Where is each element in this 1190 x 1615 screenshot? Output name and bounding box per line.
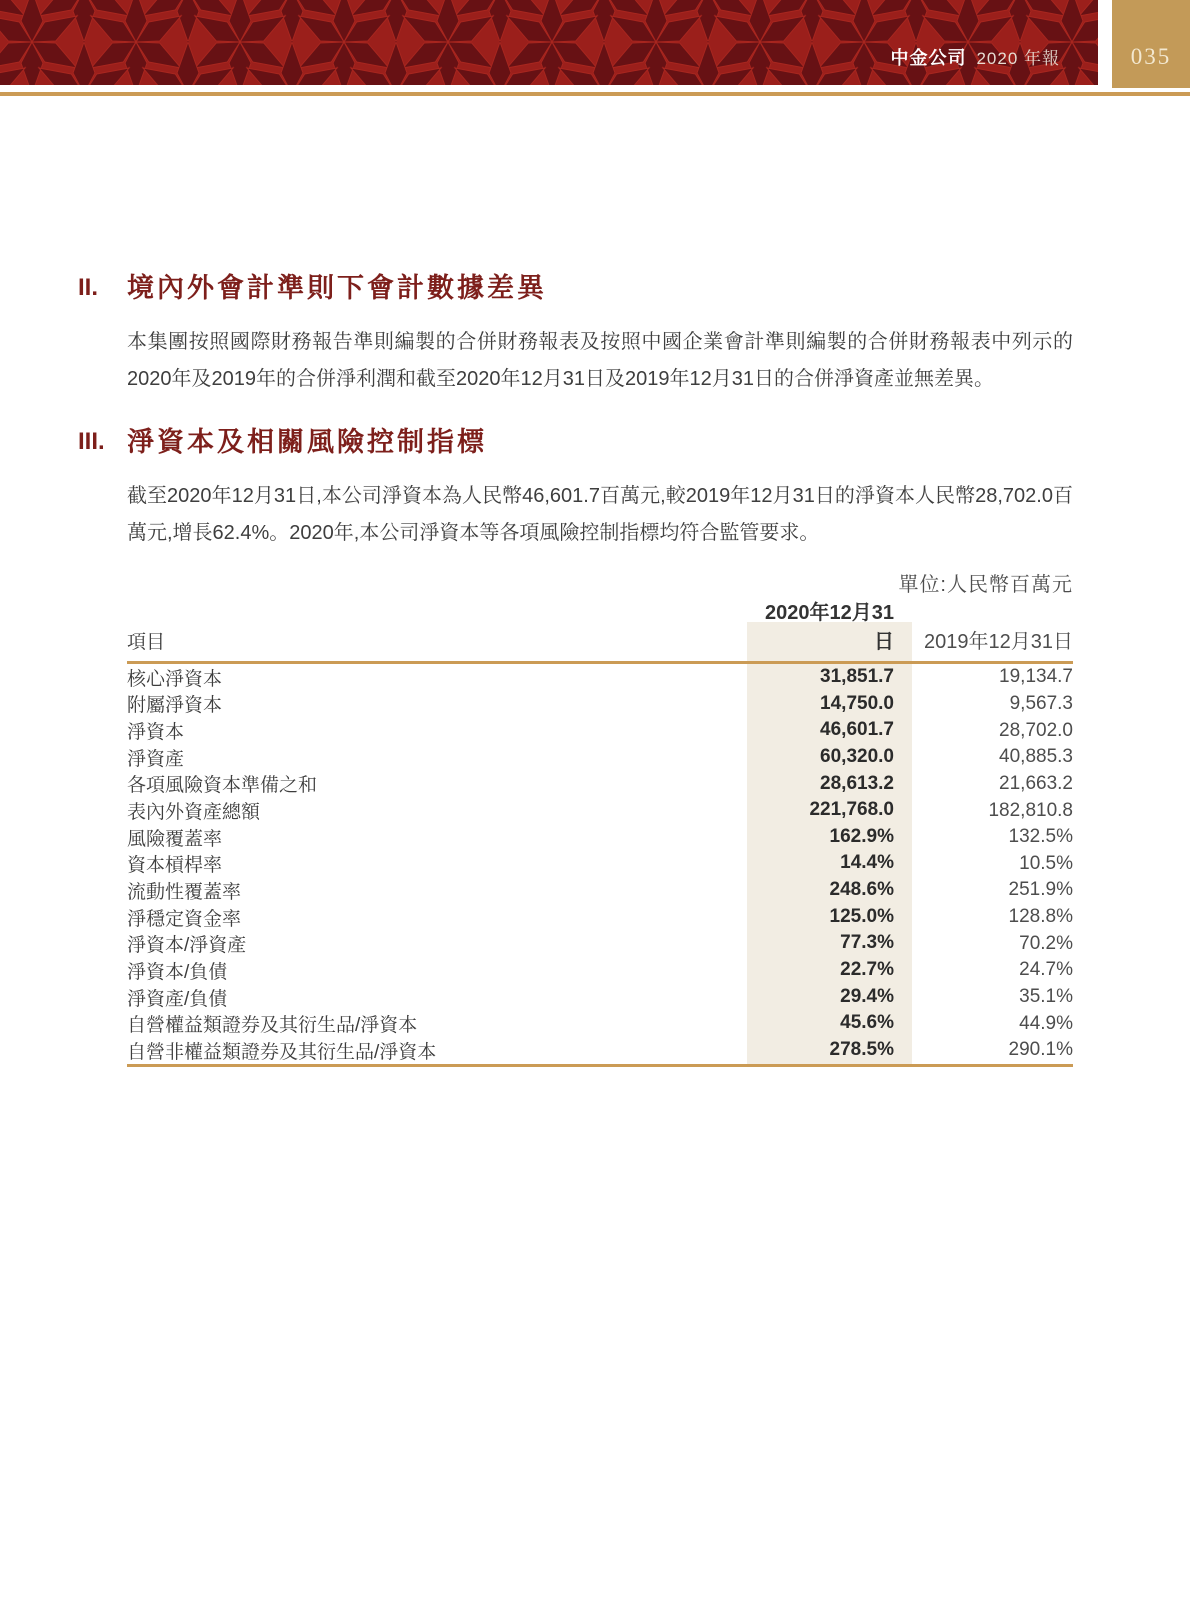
page-number: 035	[1130, 44, 1172, 69]
financial-table	[127, 602, 1073, 1067]
row-value-2020: 22.7%	[747, 957, 912, 984]
table-row	[127, 691, 1073, 718]
page-number-box	[1112, 0, 1190, 88]
row-value-2020: 125.0%	[747, 904, 912, 931]
row-label: 資本槓桿率	[127, 855, 223, 877]
row-label: 自營權益類證券及其衍生品/淨資本	[127, 1015, 418, 1037]
row-value-2020: 278.5%	[747, 1037, 912, 1064]
row-value-2020: 28,613.2	[747, 771, 912, 798]
row-value-2020: 29.4%	[747, 984, 912, 1011]
table-row	[127, 850, 1073, 877]
row-label: 各項風險資本準備之和	[127, 775, 318, 797]
row-label: 淨資產/負債	[127, 988, 228, 1010]
table-header-row	[127, 602, 1073, 664]
column-header-2020: 2020年12月31日	[747, 622, 912, 661]
row-value-2019: 44.9%	[1019, 1012, 1073, 1034]
table-row	[127, 717, 1073, 744]
row-value-2019: 182,810.8	[988, 799, 1073, 821]
row-label: 淨資產	[127, 748, 185, 770]
row-label: 表內外資產總額	[127, 802, 261, 824]
row-label: 自營非權益類證券及其衍生品/淨資本	[127, 1041, 437, 1063]
brand-name: 中金公司	[890, 48, 967, 68]
table-row	[127, 1037, 1073, 1064]
row-label: 流動性覆蓋率	[127, 881, 242, 903]
table-row	[127, 877, 1073, 904]
section-body: 本集團按照國際財務報告準則編製的合併財務報表及按照中國企業會計準則編製的合併財務報表中列示的2020年及2019年的合併淨利潤和截至2020年12月31日及2019年12月31日的合併淨資產並無差異。	[127, 331, 1073, 390]
column-header-2019: 2019年12月31日	[924, 631, 1073, 653]
row-value-2019: 28,702.0	[999, 719, 1073, 741]
table-row	[127, 984, 1073, 1011]
table-body	[127, 664, 1073, 1064]
row-value-2020: 46,601.7	[747, 717, 912, 744]
row-label: 附屬淨資本	[127, 695, 223, 717]
table-row	[127, 824, 1073, 851]
section-title: 境內外會計準則下會計數據差異	[127, 273, 547, 303]
table-row	[127, 930, 1073, 957]
row-value-2019: 35.1%	[1019, 986, 1073, 1007]
row-value-2020: 31,851.7	[747, 664, 912, 691]
row-value-2020: 77.3%	[747, 930, 912, 957]
row-label: 淨資本/負債	[127, 961, 228, 983]
row-value-2020: 14,750.0	[747, 691, 912, 718]
row-label: 風險覆蓋率	[127, 828, 223, 850]
column-header-item: 項目	[127, 632, 166, 653]
table-row	[127, 744, 1073, 771]
section-number: III.	[78, 428, 105, 455]
table-row	[127, 797, 1073, 824]
report-edition: 2020 年報	[976, 49, 1060, 68]
row-value-2019: 40,885.3	[999, 746, 1073, 768]
table-row	[127, 1010, 1073, 1037]
section-body: 截至2020年12月31日,本公司淨資本為人民幣46,601.7百萬元,較2019年12月31日的淨資本人民幣28,702.0百萬元,增長62.4%。2020年,本公司淨資本等各項風險控制指標均符合監管要求。	[127, 485, 1073, 544]
row-value-2019: 21,663.2	[999, 772, 1073, 794]
row-value-2019: 70.2%	[1019, 932, 1073, 954]
row-value-2019: 290.1%	[1008, 1039, 1073, 1061]
row-value-2019: 19,134.7	[999, 666, 1073, 688]
table-row	[127, 904, 1073, 931]
table-row	[127, 771, 1073, 798]
row-value-2019: 24.7%	[1019, 959, 1073, 981]
table-row	[127, 957, 1073, 984]
row-value-2020: 162.9%	[747, 824, 912, 851]
row-value-2020: 45.6%	[747, 1010, 912, 1037]
section-net-capital	[78, 424, 1073, 552]
section-number: II.	[78, 274, 99, 301]
row-label: 淨穩定資金率	[127, 908, 242, 930]
row-label: 核心淨資本	[127, 668, 223, 690]
row-value-2019: 128.8%	[1008, 906, 1073, 928]
row-value-2020: 221,768.0	[747, 797, 912, 824]
row-label: 淨資本/淨資產	[127, 935, 247, 957]
page-content	[78, 0, 1073, 1067]
row-label: 淨資本	[127, 722, 185, 744]
row-value-2020: 248.6%	[747, 877, 912, 904]
banner-title	[890, 44, 1060, 70]
section-accounting-differences	[78, 270, 1073, 398]
row-value-2019: 132.5%	[1008, 826, 1073, 848]
table-row	[127, 664, 1073, 691]
unit-note: 單位:人民幣百萬元	[898, 574, 1073, 596]
row-value-2019: 10.5%	[1019, 852, 1073, 874]
row-value-2019: 251.9%	[1008, 879, 1073, 901]
row-value-2020: 14.4%	[747, 850, 912, 877]
section-title: 淨資本及相關風險控制指標	[127, 427, 487, 457]
row-value-2019: 9,567.3	[1009, 692, 1073, 714]
row-value-2020: 60,320.0	[747, 744, 912, 771]
